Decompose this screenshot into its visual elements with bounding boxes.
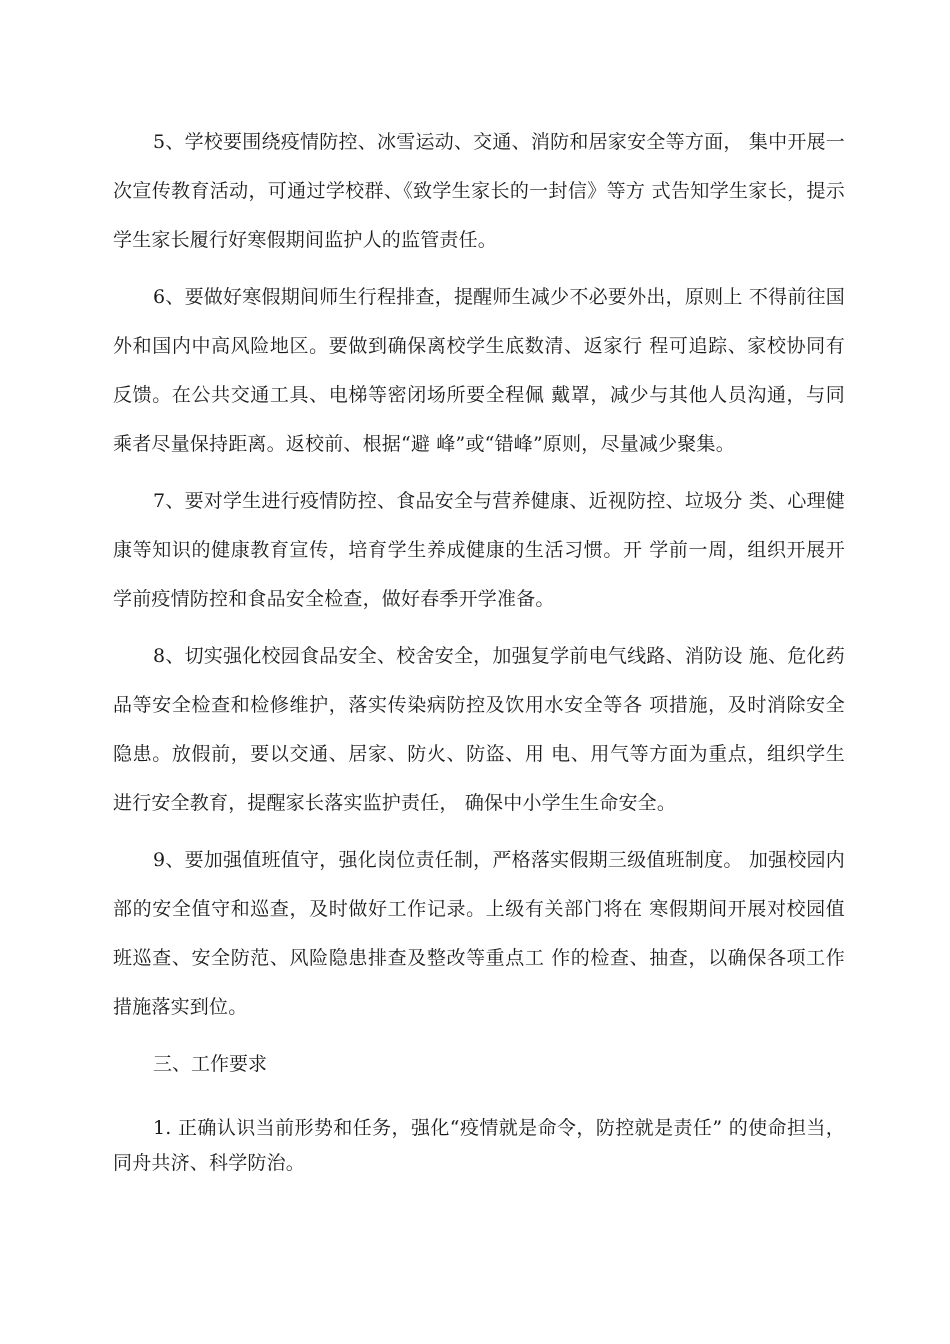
paragraph-item-6: 6、要做好寒假期间师生行程排查，提醒师生减少不必要外出，原则上 不得前往国外和国内中高风险地区。要做到确保离校学生底数清、返家行 程可追踪、家校协同有反馈。在公共交通工具、电梯等密闭场所要全程佩 戴罩，减少与其他人员沟通，与同乘者尽量保持距离。返校前、根据“避 峰”或“错峰”原则，尽量减少聚集。: [113, 286, 845, 455]
paragraph-item-5: 5、学校要围绕疫情防控、冰雪运动、交通、消防和居家安全等方面， 集中开展一次宣传教育活动，可通过学校群、《致学生家长的一封信》等方 式告知学生家长，提示学生家长履行好寒假期间监护人的监管责任。: [113, 131, 845, 251]
paragraph-item-7: 7、要对学生进行疫情防控、食品安全与营养健康、近视防控、垃圾分 类、心理健康等知识的健康教育宣传，培育学生养成健康的生活习惯。开 学前一周，组织开展开学前疫情防控和食品安全检查，做好春季开学准备。: [113, 490, 845, 610]
document-page: [113, 118, 845, 1181]
paragraph-item-9: 9、要加强值班值守，强化岗位责任制，严格落实假期三级值班制度。 加强校园内部的安全值守和巡查，及时做好工作记录。上级有关部门将在 寒假期间开展对校园值班巡查、安全防范、风险隐患排查及整改等重点工 作的检查、抽查，以确保各项工作措施落实到位。: [113, 849, 845, 1018]
requirement-item-1: 1. 正确认识当前形势和任务，强化“疫情就是命令，防控就是责任” 的使命担当，同舟共济、科学防治。: [113, 1117, 845, 1174]
section-heading: 三、工作要求: [153, 1053, 268, 1075]
paragraph-item-8: 8、切实强化校园食品安全、校舍安全，加强复学前电气线路、消防设 施、危化药品等安全检查和检修维护，落实传染病防控及饮用水安全等各 项措施，及时消除安全隐患。放假前，要以交通、居家、防火、防盗、用 电、用气等方面为重点，组织学生进行安全教育，提醒家长落实监护责任， 确保中小学生生命安全。: [113, 645, 845, 814]
